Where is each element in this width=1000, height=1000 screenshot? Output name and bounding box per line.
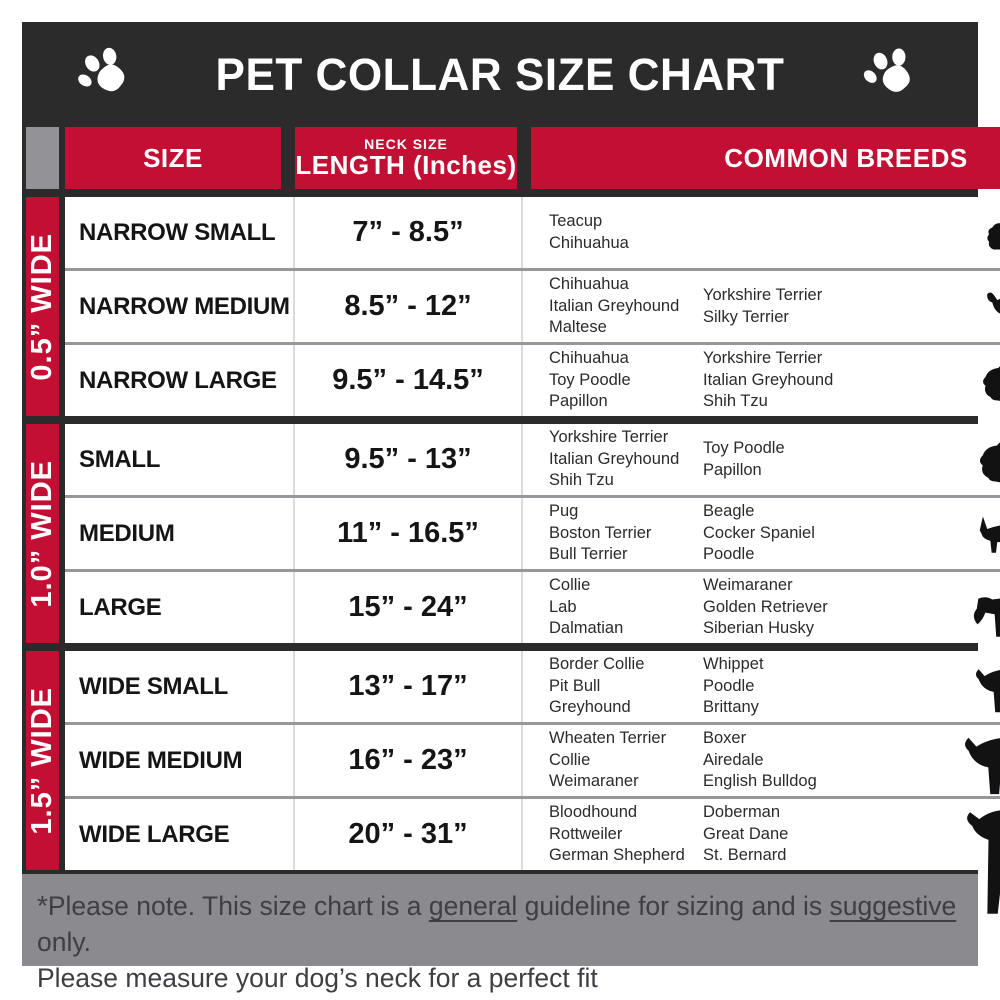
footer-note-line1 xyxy=(37,887,962,961)
size-chart xyxy=(22,22,978,993)
pit-bull-icon xyxy=(861,655,1000,719)
table-row xyxy=(65,268,1000,342)
width-label: 1.0” WIDE xyxy=(26,459,58,608)
doberman-icon xyxy=(861,773,1000,923)
size-cell: NARROW LARGE xyxy=(65,345,295,416)
table-row xyxy=(65,342,1000,416)
chart-header xyxy=(22,22,978,127)
size-table xyxy=(22,127,978,874)
group-standard xyxy=(65,424,1000,643)
header-neck-main-label: LENGTH (Inches) xyxy=(295,149,517,180)
breed-icon-box xyxy=(861,279,1000,335)
neck-length-cell: 9.5” - 14.5” xyxy=(295,345,523,416)
footer-note xyxy=(22,874,978,993)
page-title: PET COLLAR SIZE CHART xyxy=(215,48,785,100)
group-narrow xyxy=(65,197,1000,416)
corner-spacer xyxy=(26,127,59,189)
width-label: 0.5” WIDE xyxy=(26,232,58,381)
table-row xyxy=(65,651,1000,722)
neck-length-cell: 8.5” - 12” xyxy=(295,271,523,342)
breeds-list-right: Yorkshire Terrier Italian Greyhound Shih Tzu xyxy=(703,348,834,411)
pekingese-icon xyxy=(861,430,1000,490)
breeds-list-left: Pug Boston Terrier Bull Terrier xyxy=(549,501,652,564)
note-prefix: Please note. This size chart is a xyxy=(47,891,429,921)
breed-icon-box xyxy=(861,799,1000,870)
breed-icon-box xyxy=(861,509,1000,559)
size-cell: WIDE SMALL xyxy=(65,651,295,722)
group-wide xyxy=(65,651,1000,870)
header-neck-length xyxy=(295,127,517,189)
neck-length-cell: 16” - 23” xyxy=(295,725,523,796)
breeds-cell xyxy=(523,572,1000,643)
breeds-list-left: Collie Lab Dalmatian xyxy=(549,575,624,638)
table-row xyxy=(65,424,1000,495)
breed-icon-box xyxy=(861,573,1000,643)
table-row xyxy=(65,569,1000,643)
neck-length-cell: 9.5” - 13” xyxy=(295,424,523,495)
asterisk: * xyxy=(37,890,48,921)
breed-icon-box xyxy=(861,211,1000,255)
breeds-list-left: Wheaten Terrier Collie Weimaraner xyxy=(549,728,667,791)
table-body xyxy=(65,127,1000,870)
footer-note-line2: Please measure your dog’s neck for a perfect fit xyxy=(37,962,598,993)
note-middle: guideline for sizing and is xyxy=(517,891,830,921)
beagle-icon xyxy=(861,509,1000,559)
note-suffix: only. xyxy=(37,926,92,957)
breeds-cell xyxy=(523,271,1000,342)
breeds-cell xyxy=(523,651,1000,722)
width-group-1.0 xyxy=(26,424,59,643)
width-label: 1.5” WIDE xyxy=(26,686,58,835)
breeds-cell xyxy=(523,799,1000,870)
table-row xyxy=(65,796,1000,870)
neck-length-cell: 13” - 17” xyxy=(295,651,523,722)
breeds-list-right: Yorkshire Terrier Silky Terrier xyxy=(703,285,823,326)
breeds-cell xyxy=(523,424,1000,495)
neck-length-cell: 20” - 31” xyxy=(295,799,523,870)
header-size xyxy=(65,127,281,189)
header-size-label: SIZE xyxy=(143,142,203,173)
paw-icon xyxy=(857,38,930,111)
table-row xyxy=(65,722,1000,796)
table-header-row xyxy=(65,127,1000,189)
size-cell: WIDE MEDIUM xyxy=(65,725,295,796)
breeds-list-left: Border Collie Pit Bull Greyhound xyxy=(549,654,645,717)
header-neck-sub-label: NECK SIZE xyxy=(364,136,448,152)
breeds-list-left: Chihuahua Italian Greyhound Maltese xyxy=(549,274,680,337)
size-cell: SMALL xyxy=(65,424,295,495)
shepherd-icon xyxy=(861,573,1000,643)
breeds-list-right: Boxer Airedale English Bulldog xyxy=(703,728,817,791)
breeds-cell xyxy=(523,498,1000,569)
pomeranian-icon xyxy=(861,354,1000,408)
table-row xyxy=(65,495,1000,569)
paw-icon xyxy=(72,39,142,109)
chihuahua-icon xyxy=(861,279,1000,335)
neck-length-cell: 11” - 16.5” xyxy=(295,498,523,569)
breeds-list-right: Whippet Poodle Brittany xyxy=(703,654,764,717)
size-cell: WIDE LARGE xyxy=(65,799,295,870)
breeds-list-left: Chihuahua Toy Poodle Papillon xyxy=(549,348,631,411)
neck-length-cell: 15” - 24” xyxy=(295,572,523,643)
breeds-cell xyxy=(523,197,1000,268)
breed-icon-box xyxy=(861,655,1000,719)
breeds-list-right: Weimaraner Golden Retriever Siberian Husky xyxy=(703,575,828,638)
breeds-list-left: Teacup Chihuahua xyxy=(549,211,629,252)
header-breeds-label: COMMON BREEDS xyxy=(724,142,968,173)
table-row xyxy=(65,197,1000,268)
width-label-column xyxy=(26,127,59,870)
header-common-breeds xyxy=(531,127,1000,189)
width-group-0.5 xyxy=(26,197,59,416)
size-cell: MEDIUM xyxy=(65,498,295,569)
breeds-cell xyxy=(523,345,1000,416)
note-underline-suggestive: suggestive xyxy=(829,891,957,921)
neck-length-cell: 7” - 8.5” xyxy=(295,197,523,268)
size-cell: LARGE xyxy=(65,572,295,643)
breeds-list-right: Beagle Cocker Spaniel Poodle xyxy=(703,501,815,564)
breeds-list-left: Bloodhound Rottweiler German Shepherd xyxy=(549,802,685,865)
breeds-list-right: Toy Poodle Papillon xyxy=(703,438,785,479)
breeds-list-left: Yorkshire Terrier Italian Greyhound Shih Tzu xyxy=(549,427,680,490)
width-group-1.5 xyxy=(26,651,59,870)
breed-icon-box xyxy=(861,430,1000,490)
yorkshire-terrier-icon xyxy=(861,211,1000,255)
note-underline-general: general xyxy=(428,891,518,921)
size-cell: NARROW MEDIUM xyxy=(65,271,295,342)
breed-icon-box xyxy=(861,354,1000,408)
size-cell: NARROW SMALL xyxy=(65,197,295,268)
breeds-list-right: Doberman Great Dane St. Bernard xyxy=(703,802,789,865)
